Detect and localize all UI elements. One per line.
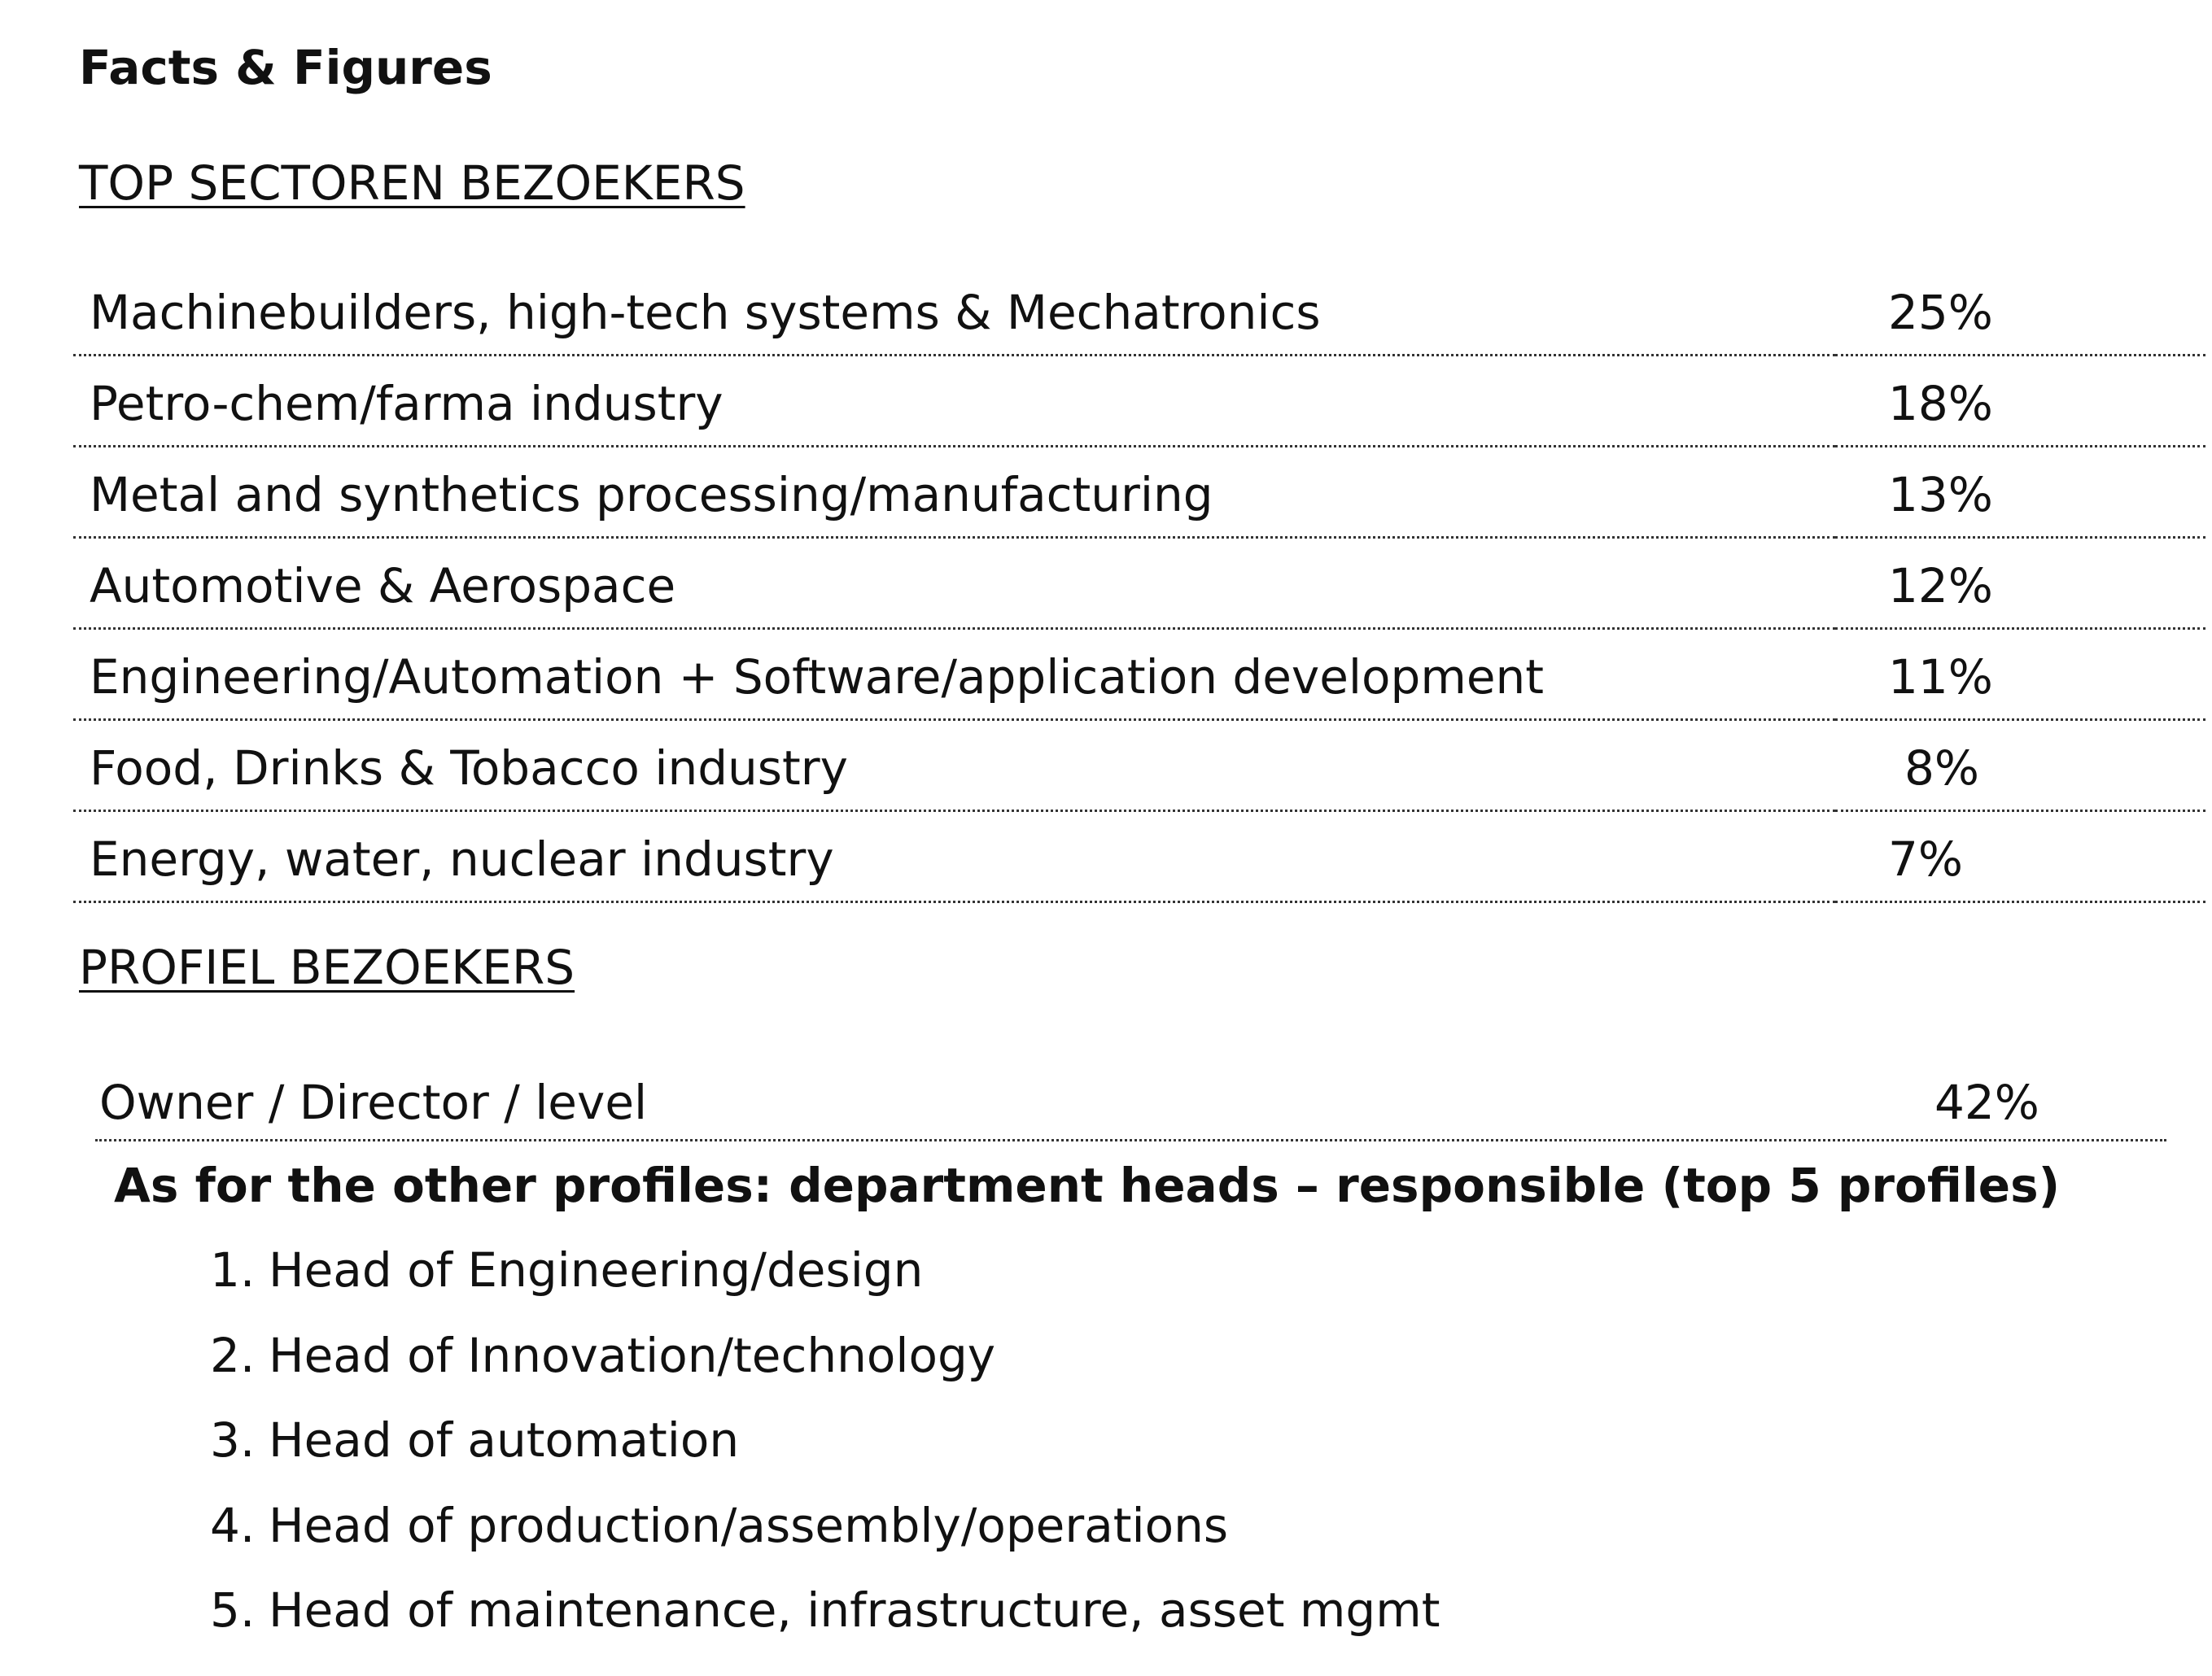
list-item-number: 1. [210,1242,256,1298]
sectors-table [73,265,2205,903]
list-item-number: 3. [210,1412,256,1468]
sector-value: 8% [1835,720,2205,811]
table-row [73,720,2205,811]
list-item-number: 4. [210,1497,256,1553]
sector-label: Automotive & Aerospace [73,538,1835,629]
list-item-text: Head of Engineering/design [269,1242,924,1298]
list-item-number: 2. [210,1327,256,1383]
owner-profile-label: Owner / Director / level [99,1075,648,1130]
owner-profile-value: 42% [1934,1075,2039,1130]
other-profiles-heading: As for the other profiles: department heads – responsible (top 5 profiles) [114,1158,2061,1213]
sector-value: 7% [1835,811,2205,902]
table-row [73,538,2205,629]
table-row [73,356,2205,447]
sector-value: 18% [1835,356,2205,447]
page-title: Facts & Figures [79,40,492,95]
table-row [73,811,2205,902]
sector-label: Engineering/Automation + Software/application development [73,629,1835,720]
sector-value: 13% [1835,447,2205,538]
list-item-text: Head of Innovation/technology [269,1327,996,1383]
table-row [73,447,2205,538]
profiles-heading: PROFIEL BEZOEKERS [79,940,575,995]
list-item-number: 5. [210,1582,256,1638]
sector-label: Machinebuilders, high-tech systems & Mechatronics [73,265,1835,356]
list-item-text: Head of production/assembly/operations [269,1497,1229,1553]
list-item-text: Head of maintenance, infrastructure, asset mgmt [269,1582,1440,1638]
sector-value: 11% [1835,629,2205,720]
sectors-heading: TOP SECTOREN BEZOEKERS [79,155,745,211]
sector-label: Petro-chem/farma industry [73,356,1835,447]
owner-profile-row [95,1066,2166,1141]
list-item-text: Head of automation [269,1412,740,1468]
table-row [73,629,2205,720]
sector-value: 12% [1835,538,2205,629]
sector-label: Metal and synthetics processing/manufacturing [73,447,1835,538]
table-row [73,265,2205,356]
sector-value: 25% [1835,265,2205,356]
sector-label: Energy, water, nuclear industry [73,811,1835,902]
sector-label: Food, Drinks & Tobacco industry [73,720,1835,811]
